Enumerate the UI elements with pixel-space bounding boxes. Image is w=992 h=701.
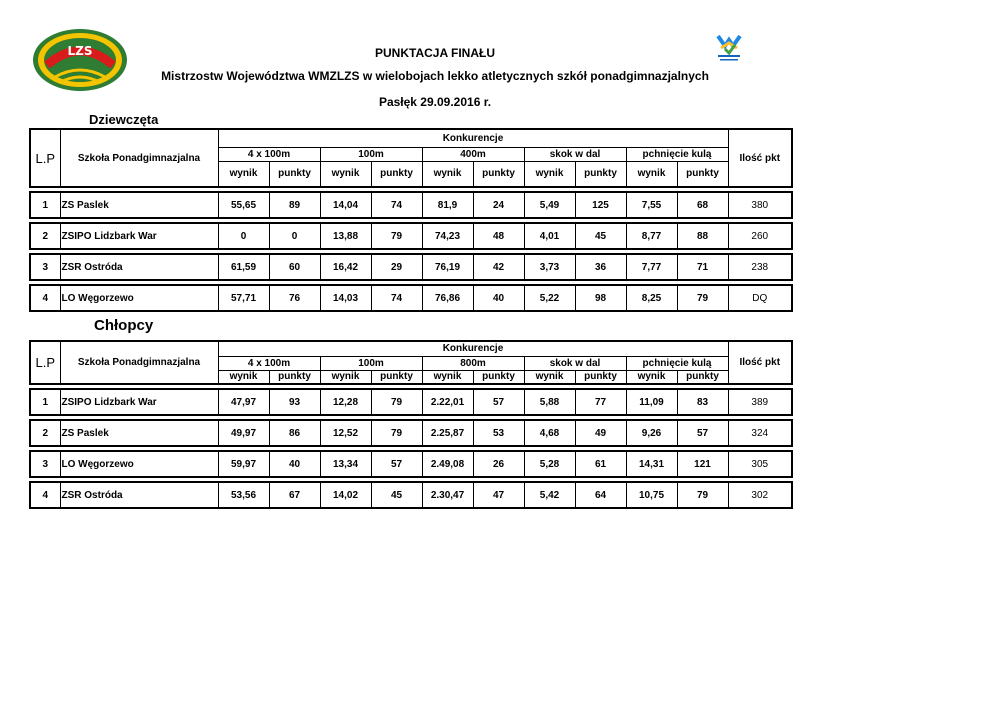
total-points-header: Ilość pkt [728, 341, 792, 384]
result-cell: 9,26 [626, 420, 677, 446]
points-cell: 40 [269, 451, 320, 477]
points-cell: 83 [677, 389, 728, 415]
boys-section-label: Chłopcy [94, 317, 154, 334]
event-date: Pasłęk 29.09.2016 r. [378, 95, 492, 109]
header-row [30, 129, 792, 147]
result-cell: 16,42 [320, 254, 371, 280]
result-cell: 74,23 [422, 223, 473, 249]
result-cell: 2.49,08 [422, 451, 473, 477]
result-cell: 2.22,01 [422, 389, 473, 415]
header-row [30, 341, 792, 356]
result-cell: 11,09 [626, 389, 677, 415]
result-cell: 14,31 [626, 451, 677, 477]
table-row [30, 420, 792, 446]
points-cell: 79 [371, 389, 422, 415]
result-cell: 12,28 [320, 389, 371, 415]
result-cell: 3,73 [524, 254, 575, 280]
points-cell: 57 [371, 451, 422, 477]
row-number: 4 [30, 285, 60, 311]
points-cell: 121 [677, 451, 728, 477]
result-subheader: wynik [218, 370, 269, 384]
event-header: 4 x 100m [218, 356, 320, 370]
points-cell: 61 [575, 451, 626, 477]
points-cell: 45 [575, 223, 626, 249]
school-name: ZSIPO Lidzbark War [60, 389, 218, 415]
result-cell: 12,52 [320, 420, 371, 446]
result-subheader: wynik [422, 161, 473, 187]
result-subheader: wynik [422, 370, 473, 384]
points-cell: 98 [575, 285, 626, 311]
points-cell: 57 [473, 389, 524, 415]
points-cell: 79 [371, 420, 422, 446]
event-header: 100m [320, 147, 422, 161]
result-cell: 53,56 [218, 482, 269, 508]
result-cell: 14,03 [320, 285, 371, 311]
school-name: ZSR Ostróda [60, 482, 218, 508]
points-cell: 36 [575, 254, 626, 280]
lzs-logo [31, 27, 129, 93]
points-cell: 79 [371, 223, 422, 249]
result-cell: 14,02 [320, 482, 371, 508]
points-cell: 0 [269, 223, 320, 249]
result-cell: 5,42 [524, 482, 575, 508]
points-subheader: punkty [473, 161, 524, 187]
total-points-cell: 380 [728, 192, 792, 218]
result-subheader: wynik [320, 161, 371, 187]
points-cell: 49 [575, 420, 626, 446]
total-points-cell: 238 [728, 254, 792, 280]
school-header: Szkoła Ponadgimnazjalna [60, 341, 218, 384]
result-cell: 0 [218, 223, 269, 249]
points-subheader: punkty [269, 370, 320, 384]
points-cell: 60 [269, 254, 320, 280]
points-subheader: punkty [677, 370, 728, 384]
row-number: 3 [30, 254, 60, 280]
result-cell: 7,77 [626, 254, 677, 280]
points-cell: 125 [575, 192, 626, 218]
result-cell: 2.25,87 [422, 420, 473, 446]
points-cell: 88 [677, 223, 728, 249]
result-cell: 10,75 [626, 482, 677, 508]
points-cell: 93 [269, 389, 320, 415]
result-subheader: wynik [320, 370, 371, 384]
result-subheader: wynik [524, 161, 575, 187]
event-header: pchnięcie kulą [626, 356, 728, 370]
total-points-header: Ilość pkt [728, 129, 792, 187]
competitions-header: Konkurencje [218, 341, 728, 356]
table-row [30, 482, 792, 508]
table-row [30, 254, 792, 280]
points-subheader: punkty [269, 161, 320, 187]
points-cell: 57 [677, 420, 728, 446]
row-number: 2 [30, 223, 60, 249]
row-number: 1 [30, 192, 60, 218]
result-cell: 5,88 [524, 389, 575, 415]
points-cell: 77 [575, 389, 626, 415]
points-cell: 64 [575, 482, 626, 508]
school-name: ZSIPO Lidzbark War [60, 223, 218, 249]
event-header: 400m [422, 147, 524, 161]
result-cell: 4,01 [524, 223, 575, 249]
result-cell: 49,97 [218, 420, 269, 446]
school-header: Szkoła Ponadgimnazjalna [60, 129, 218, 187]
school-name: ZSR Ostróda [60, 254, 218, 280]
result-cell: 5,22 [524, 285, 575, 311]
points-subheader: punkty [473, 370, 524, 384]
row-number: 3 [30, 451, 60, 477]
row-number: 2 [30, 420, 60, 446]
school-name: ZS Paslek [60, 420, 218, 446]
total-points-cell: DQ [728, 285, 792, 311]
school-name: LO Węgorzewo [60, 451, 218, 477]
event-header: skok w dal [524, 147, 626, 161]
row-number: 1 [30, 389, 60, 415]
points-subheader: punkty [371, 161, 422, 187]
result-cell: 59,97 [218, 451, 269, 477]
total-points-cell: 324 [728, 420, 792, 446]
total-points-cell: 302 [728, 482, 792, 508]
result-cell: 13,88 [320, 223, 371, 249]
result-cell: 4,68 [524, 420, 575, 446]
points-cell: 76 [269, 285, 320, 311]
points-cell: 47 [473, 482, 524, 508]
points-cell: 40 [473, 285, 524, 311]
school-name: LO Węgorzewo [60, 285, 218, 311]
event-header: skok w dal [524, 356, 626, 370]
result-cell: 5,49 [524, 192, 575, 218]
table-row [30, 223, 792, 249]
result-cell: 14,04 [320, 192, 371, 218]
row-number: 4 [30, 482, 60, 508]
points-subheader: punkty [575, 370, 626, 384]
result-cell: 7,55 [626, 192, 677, 218]
result-cell: 61,59 [218, 254, 269, 280]
result-cell: 8,77 [626, 223, 677, 249]
result-cell: 55,65 [218, 192, 269, 218]
table-row [30, 285, 792, 311]
points-cell: 67 [269, 482, 320, 508]
points-cell: 42 [473, 254, 524, 280]
result-subheader: wynik [626, 161, 677, 187]
points-cell: 45 [371, 482, 422, 508]
event-header: pchnięcie kulą [626, 147, 728, 161]
lp-header: L.P [30, 341, 60, 384]
points-subheader: punkty [371, 370, 422, 384]
event-header: 4 x 100m [218, 147, 320, 161]
result-cell: 13,34 [320, 451, 371, 477]
girls-results-table [29, 128, 793, 312]
points-subheader: punkty [677, 161, 728, 187]
total-points-cell: 305 [728, 451, 792, 477]
school-name: ZS Paslek [60, 192, 218, 218]
result-cell: 76,86 [422, 285, 473, 311]
event-header: 100m [320, 356, 422, 370]
points-cell: 79 [677, 285, 728, 311]
result-cell: 76,19 [422, 254, 473, 280]
points-cell: 48 [473, 223, 524, 249]
points-cell: 53 [473, 420, 524, 446]
result-cell: 47,97 [218, 389, 269, 415]
points-cell: 86 [269, 420, 320, 446]
total-points-cell: 389 [728, 389, 792, 415]
boys-results-table [29, 340, 793, 509]
points-cell: 79 [677, 482, 728, 508]
result-subheader: wynik [626, 370, 677, 384]
points-cell: 29 [371, 254, 422, 280]
result-subheader: wynik [524, 370, 575, 384]
result-cell: 5,28 [524, 451, 575, 477]
result-cell: 57,71 [218, 285, 269, 311]
page-title: PUNKTACJA FINAŁU [375, 46, 495, 60]
points-cell: 24 [473, 192, 524, 218]
result-subheader: wynik [218, 161, 269, 187]
points-cell: 89 [269, 192, 320, 218]
total-points-cell: 260 [728, 223, 792, 249]
result-cell: 8,25 [626, 285, 677, 311]
points-cell: 74 [371, 192, 422, 218]
points-cell: 74 [371, 285, 422, 311]
points-cell: 68 [677, 192, 728, 218]
lzs-logo-text: LZS [67, 44, 93, 58]
competitions-header: Konkurencje [218, 129, 728, 147]
result-cell: 2.30,47 [422, 482, 473, 508]
girls-section-label: Dziewczęta [89, 112, 159, 127]
lp-header: L.P [30, 129, 60, 187]
table-row [30, 451, 792, 477]
page-subtitle: Mistrzostw Województwa WMZLZS w wielobojach lekko atletycznych szkół ponadgimnazjalnych [161, 69, 709, 83]
points-subheader: punkty [575, 161, 626, 187]
table-row [30, 192, 792, 218]
points-cell: 26 [473, 451, 524, 477]
points-cell: 71 [677, 254, 728, 280]
result-cell: 81,9 [422, 192, 473, 218]
event-header: 800m [422, 356, 524, 370]
table-row [30, 389, 792, 415]
